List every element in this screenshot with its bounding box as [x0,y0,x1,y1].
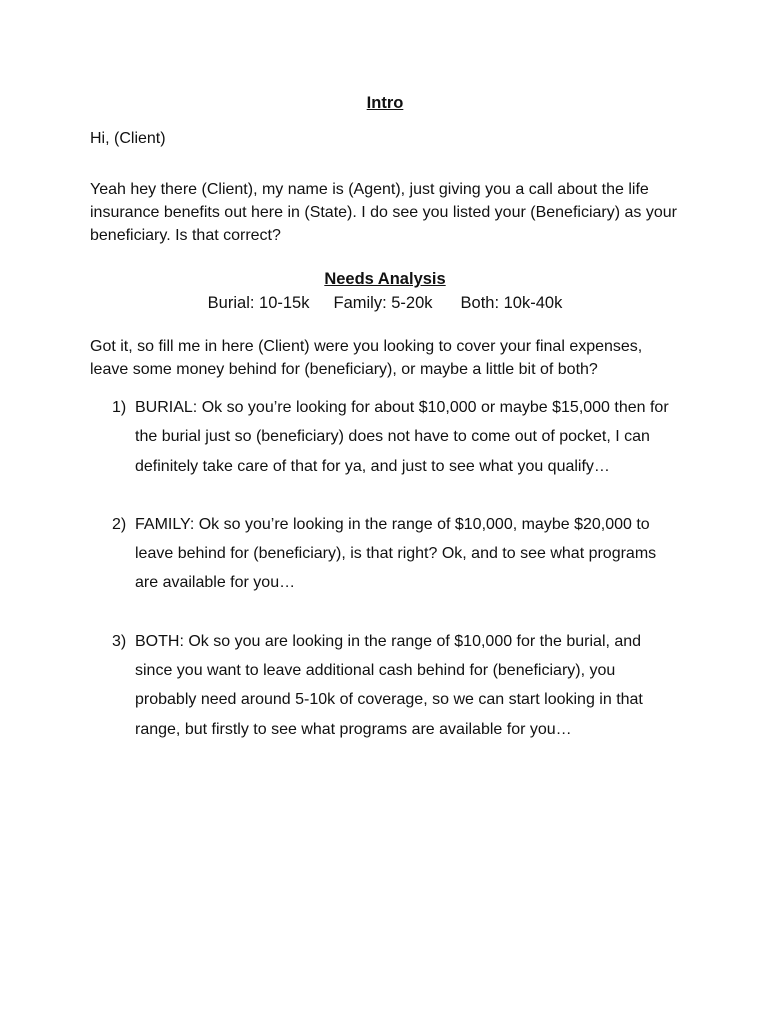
needs-family: Family: 5-20k [333,294,433,312]
list-item-number: 3) [112,632,127,650]
needs-both: Both: 10k-40k [460,294,563,312]
list-item-text: BURIAL: Ok so you’re looking for about $10,000 or maybe $15,000 then for the burial just so (beneficiary) does not have to come out of pocket, I can definitely take care of that for ya, and just to see what you qualify… [135,399,669,475]
greeting-text: Hi, (Client) [90,130,166,147]
list-item-text: BOTH: Ok so you are looking in the range of $10,000 for the burial, and since you want to leave additional cash behind for (beneficiary), you probably need around 5-10k of coverage, so we can start looking in that range, but firstly to see what programs are available for you… [135,632,643,738]
needs-burial: Burial: 10-15k [207,294,310,312]
list-item [90,627,680,744]
list-item [90,393,680,481]
options-list [90,393,680,744]
intro-paragraph: Yeah hey there (Client), my name is (Agent), just giving you a call about the life insurance benefits out here in (State). I do see you listed your (Beneficiary) as your beneficiary. Is that correct? [90,181,677,244]
needs-analysis-heading: Needs Analysis [324,270,446,288]
list-item-number: 2) [112,515,127,533]
list-item [90,510,680,598]
list-item-number: 1) [112,399,127,416]
needs-analysis-ranges [90,292,680,314]
needs-question: Got it, so fill me in here (Client) were you looking to cover your final expenses, leave some money behind for (beneficiary), or maybe a little bit of both? [90,338,643,378]
document-page [90,93,680,773]
list-item-text: FAMILY: Ok so you’re looking in the range of $10,000, maybe $20,000 to leave behind for (beneficiary), is that right? Ok, and to see what programs are available for you… [135,515,657,592]
intro-heading: Intro [366,94,404,112]
